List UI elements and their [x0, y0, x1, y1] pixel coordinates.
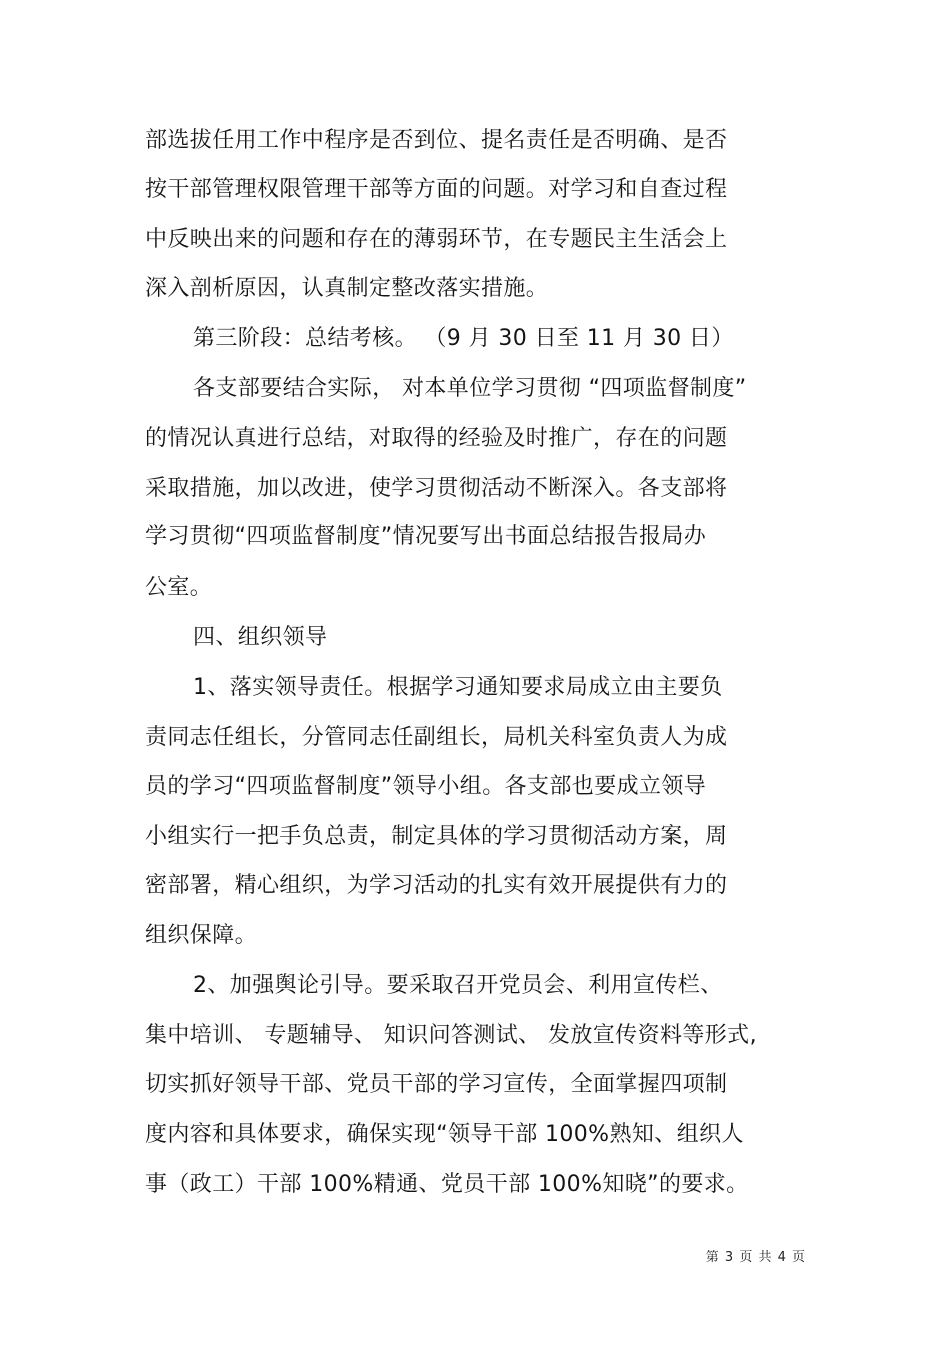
section-heading-organization: 四、组织领导	[193, 625, 328, 650]
body-text-line: 事（政工）干部 100%精通、党员干部 100%知晓”的要求。	[145, 1172, 749, 1197]
body-text-line: 员的学习“四项监督制度”领导小组。各支部也要成立领导	[145, 774, 707, 799]
body-text-line: 密部署，精心组织，为学习活动的扎实有效开展提供有力的	[145, 873, 728, 898]
body-text-line: 1、落实领导责任。根据学习通知要求局成立由主要负	[193, 675, 723, 700]
body-text-line: 公室。	[145, 575, 213, 600]
body-text-line: 小组实行一把手负总责，制定具体的学习贯彻活动方案，周	[145, 824, 728, 849]
body-text-line: 2、加强舆论引导。要采取召开党员会、利用宣传栏、	[193, 973, 723, 998]
body-text-line: 集中培训、 专题辅导、 知识问答测试、 发放宣传资料等形式,	[145, 1023, 757, 1048]
body-text-line: 中反映出来的问题和存在的薄弱环节，在专题民主生活会上	[145, 227, 728, 252]
body-text-line: 按干部管理权限管理干部等方面的问题。对学习和自查过程	[145, 177, 728, 202]
body-text-line: 学习贯彻“四项监督制度”情况要写出书面总结报告报局办	[145, 524, 707, 549]
body-text-line: 切实抓好领导干部、党员干部的学习宣传，全面掌握四项制	[145, 1072, 728, 1097]
body-text-line: 部选拔任用工作中程序是否到位、提名责任是否明确、是否	[145, 128, 728, 153]
body-text-line: 责同志任组长，分管同志任副组长，局机关科室负责人为成	[145, 725, 728, 750]
body-text-line: 组织保障。	[145, 923, 258, 948]
section-heading-stage-three: 第三阶段：总结考核。 （9 月 30 日至 11 月 30 日）	[193, 326, 734, 351]
body-text-line: 度内容和具体要求，确保实现“领导干部 100%熟知、组织人	[145, 1122, 744, 1147]
body-text-line: 深入剖析原因，认真制定整改落实措施。	[145, 276, 549, 301]
page-number: 第 3 页 共 4 页	[705, 1250, 806, 1265]
body-text-line: 各支部要结合实际， 对本单位学习贯彻 “四项监督制度”	[193, 376, 747, 401]
body-text-line: 的情况认真进行总结，对取得的经验及时推广，存在的问题	[145, 426, 728, 451]
body-text-line: 采取措施，加以改进，使学习贯彻活动不断深入。各支部将	[145, 476, 728, 501]
